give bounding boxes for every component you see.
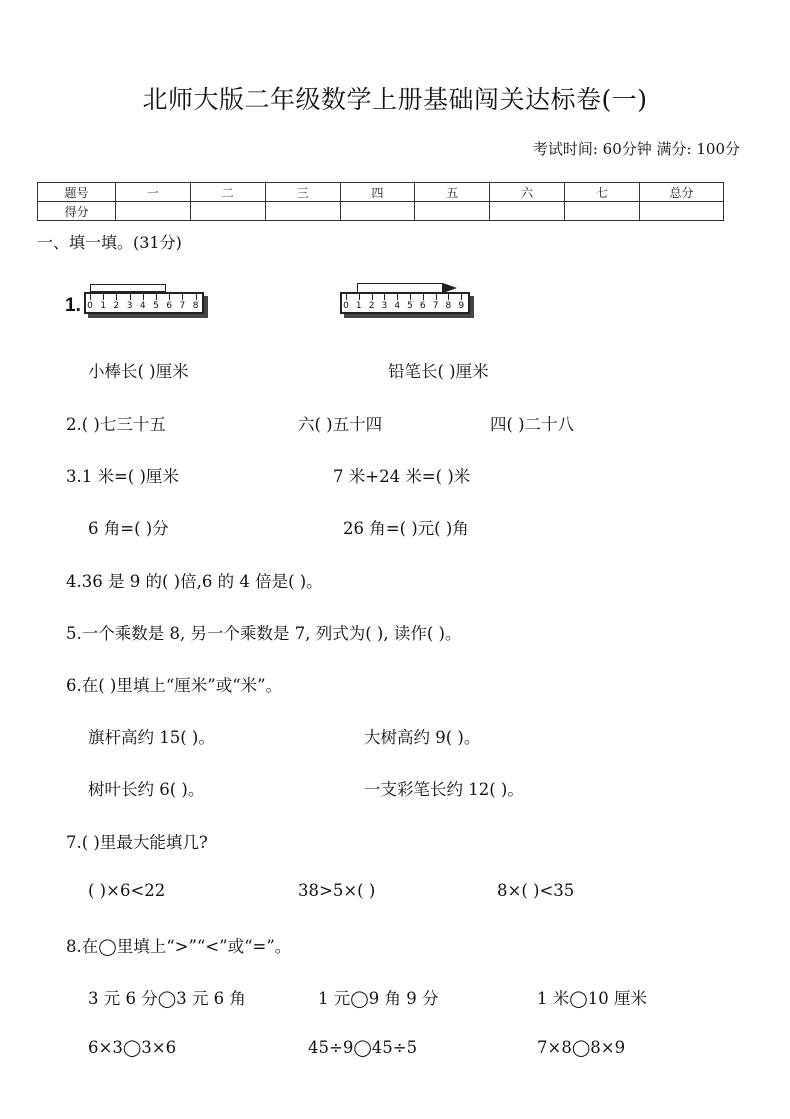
ruler-tick (196, 294, 197, 300)
ruler-number: 4 (139, 301, 146, 311)
header-cell: 三 (265, 183, 340, 202)
ruler-number: 6 (419, 301, 426, 311)
ruler-number: 8 (445, 301, 452, 311)
ruler-tick (90, 294, 91, 300)
ruler-tick (103, 294, 104, 300)
ruler-tick (423, 294, 424, 300)
ruler-tick (410, 294, 411, 300)
ruler-number: 3 (381, 301, 388, 311)
ruler-number: 0 (343, 301, 349, 311)
header-cell: 一 (116, 183, 191, 202)
q6-stem: 6.在( )里填上“厘米”或“米”。 (66, 676, 283, 695)
score-table-header-row (38, 183, 724, 202)
ruler-number: 0 (87, 301, 93, 311)
ruler-number: 5 (407, 301, 413, 311)
score-row-label: 得分 (38, 202, 116, 221)
q6-item: 旗杆高约 15( )。 (88, 728, 215, 747)
score-cell[interactable] (415, 202, 490, 221)
header-cell: 二 (190, 183, 265, 202)
score-table (37, 182, 724, 221)
q8-stem: 8.在◯里填上“>”“<”或“=”。 (66, 937, 292, 956)
header-cell: 总分 (640, 183, 724, 202)
ruler-number: 5 (153, 301, 159, 311)
header-cell: 五 (415, 183, 490, 202)
score-cell[interactable] (490, 202, 565, 221)
q7-stem: 7.( )里最大能填几? (66, 833, 208, 852)
q6-item: 大树高约 9( )。 (364, 728, 481, 747)
q6-item: 一支彩笔长约 12( )。 (364, 780, 524, 799)
ruler-number: 7 (179, 301, 186, 311)
ruler-tick (130, 294, 131, 300)
score-cell[interactable] (565, 202, 640, 221)
exam-info: 考试时间: 60分钟 满分: 100分 (532, 140, 740, 158)
ruler-tick (436, 294, 437, 300)
ruler-number: 6 (166, 301, 173, 311)
score-cell[interactable] (640, 202, 724, 221)
q5-text: 5.一个乘数是 8, 另一个乘数是 7, 列式为( ), 读作( )。 (66, 624, 462, 643)
q8-item: 1 米◯10 厘米 (537, 989, 647, 1008)
header-cell: 六 (490, 183, 565, 202)
section-heading: 一、填一填。(31分) (37, 233, 182, 252)
ruler-tick (182, 294, 183, 300)
q8-item: 1 元◯9 角 9 分 (318, 989, 439, 1008)
q8-item: 3 元 6 分◯3 元 6 角 (88, 989, 246, 1008)
header-cell: 四 (340, 183, 415, 202)
ruler-tick (156, 294, 157, 300)
question-1-number: 1. (65, 295, 81, 316)
q7-item: 8×( )<35 (497, 881, 575, 900)
q2-item: 六( )五十四 (298, 415, 383, 434)
score-cell[interactable] (340, 202, 415, 221)
ruler-number: 2 (368, 301, 375, 311)
page-title: 北师大版二年级数学上册基础闯关达标卷(一) (142, 85, 648, 114)
q8-item: 7×8◯8×9 (537, 1038, 626, 1057)
q3-item: 26 角=( )元( )角 (343, 519, 469, 538)
ruler-tick (448, 294, 449, 300)
ruler-tick (461, 294, 462, 300)
stick-icon (90, 284, 166, 292)
q8-item: 6×3◯3×6 (88, 1038, 177, 1057)
score-cell[interactable] (190, 202, 265, 221)
ruler-tick (169, 294, 170, 300)
q2-item: 四( )二十八 (490, 415, 575, 434)
ruler-tick (116, 294, 117, 300)
ruler-tick (372, 294, 373, 300)
q1-stick-length: 小棒长( )厘米 (88, 362, 189, 381)
ruler-number: 4 (394, 301, 401, 311)
q3-item: 7 米+24 米=( )米 (333, 467, 471, 486)
ruler-tick (397, 294, 398, 300)
q4-text: 4.36 是 9 的( )倍,6 的 4 倍是( )。 (66, 572, 323, 591)
ruler-number: 3 (126, 301, 133, 311)
ruler-tick (346, 294, 347, 300)
ruler-1 (84, 292, 204, 314)
ruler-number: 1 (355, 301, 362, 311)
q1-pencil-length: 铅笔长( )厘米 (388, 362, 489, 381)
q7-item: 38>5×( ) (298, 881, 376, 900)
ruler-tick (143, 294, 144, 300)
ruler-number: 8 (192, 301, 199, 311)
score-table-score-row (38, 202, 724, 221)
header-cell: 题号 (38, 183, 116, 202)
ruler-number: 9 (458, 301, 465, 311)
q8-item: 45÷9◯45÷5 (308, 1038, 418, 1057)
score-cell[interactable] (265, 202, 340, 221)
ruler-number: 1 (100, 301, 107, 311)
ruler-number: 2 (113, 301, 120, 311)
ruler-tick (384, 294, 385, 300)
q7-item: ( )×6<22 (88, 881, 166, 900)
ruler-2 (340, 292, 470, 314)
score-cell[interactable] (116, 202, 191, 221)
ruler-tick (359, 294, 360, 300)
header-cell: 七 (565, 183, 640, 202)
q3-item: 6 角=( )分 (88, 519, 169, 538)
ruler-number: 7 (432, 301, 439, 311)
q2-item: 2.( )七三十五 (66, 415, 166, 434)
q3-item: 3.1 米=( )厘米 (66, 467, 179, 486)
q6-item: 树叶长约 6( )。 (88, 780, 205, 799)
